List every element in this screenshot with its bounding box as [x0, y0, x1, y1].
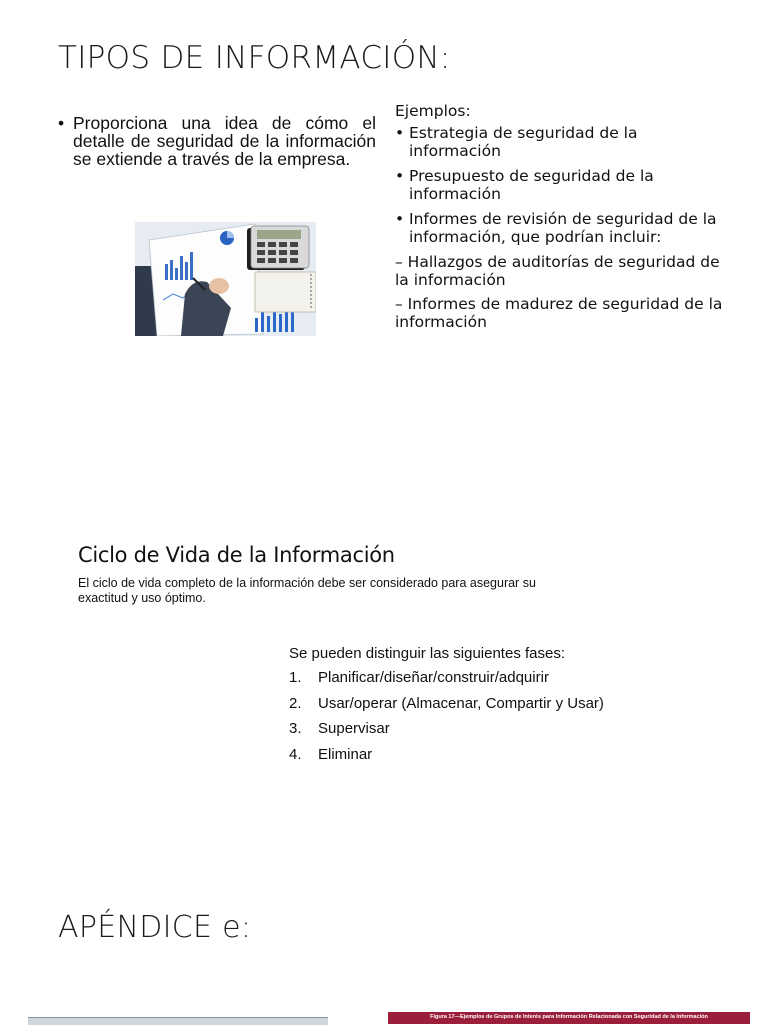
- example-item: [395, 210, 725, 246]
- business-photo-illustration: [135, 222, 316, 336]
- bullet-dot: •: [395, 210, 405, 228]
- phase-text: Planificar/diseñar/construir/adquirir: [318, 669, 549, 686]
- phase-number: 4.: [289, 745, 302, 763]
- phase-text: Eliminar: [318, 745, 373, 763]
- phase-item: [289, 720, 604, 737]
- phases-intro: Se pueden distinguir las siguientes fases:: [289, 645, 566, 662]
- examples-list: [395, 102, 725, 337]
- example-item: [395, 124, 725, 160]
- example-subitem: – Hallazgos de auditorías de seguridad de la información: [395, 253, 720, 289]
- figure-caption: Figura 17—Ejemplos de Grupos de Interés para Información Relacionada con Seguridad de la Información: [430, 1014, 708, 1020]
- phase-item: [289, 746, 604, 763]
- phase-number: 1.: [289, 669, 302, 686]
- phase-text: Usar/operar (Almacenar, Compartir y Usar): [318, 694, 604, 712]
- lifecycle-intro: El ciclo de vida completo de la información debe ser considerado para asegurar su exactitud y uso óptimo.: [78, 576, 536, 605]
- business-photo: [135, 222, 316, 336]
- phases-list: [289, 669, 604, 771]
- phase-number: 3.: [289, 720, 302, 737]
- appendix-figure-right: [388, 1012, 750, 1024]
- examples-heading: Ejemplos:: [395, 102, 471, 120]
- slide-title-tipos: TIPOS DE INFORMACIÓN:: [58, 40, 451, 76]
- example-item: [395, 167, 725, 203]
- description-bullet: [58, 114, 376, 168]
- slide-title-ciclo: Ciclo de Vida de la Información: [78, 543, 395, 567]
- phase-text: Supervisar: [318, 720, 390, 737]
- slide-title-apendice: APÉNDICE e:: [58, 910, 252, 945]
- bullet-dot: •: [395, 124, 405, 142]
- example-subitem: – Informes de madurez de seguridad de la información: [395, 295, 723, 331]
- bullet-dot: •: [58, 113, 65, 133]
- example-item-text: Informes de revisión de seguridad de la información, que podrían incluir:: [409, 210, 717, 246]
- example-item-text: Presupuesto de seguridad de la información: [409, 167, 654, 203]
- example-item-text: Estrategia de seguridad de la información: [409, 124, 638, 160]
- phase-number: 2.: [289, 694, 302, 712]
- phase-item: [289, 695, 604, 712]
- bullet-dot: •: [395, 167, 405, 185]
- description-text: Proporciona una idea de cómo el detalle de seguridad de la información se extiende a través de la empresa.: [73, 113, 376, 169]
- phase-item: [289, 669, 604, 686]
